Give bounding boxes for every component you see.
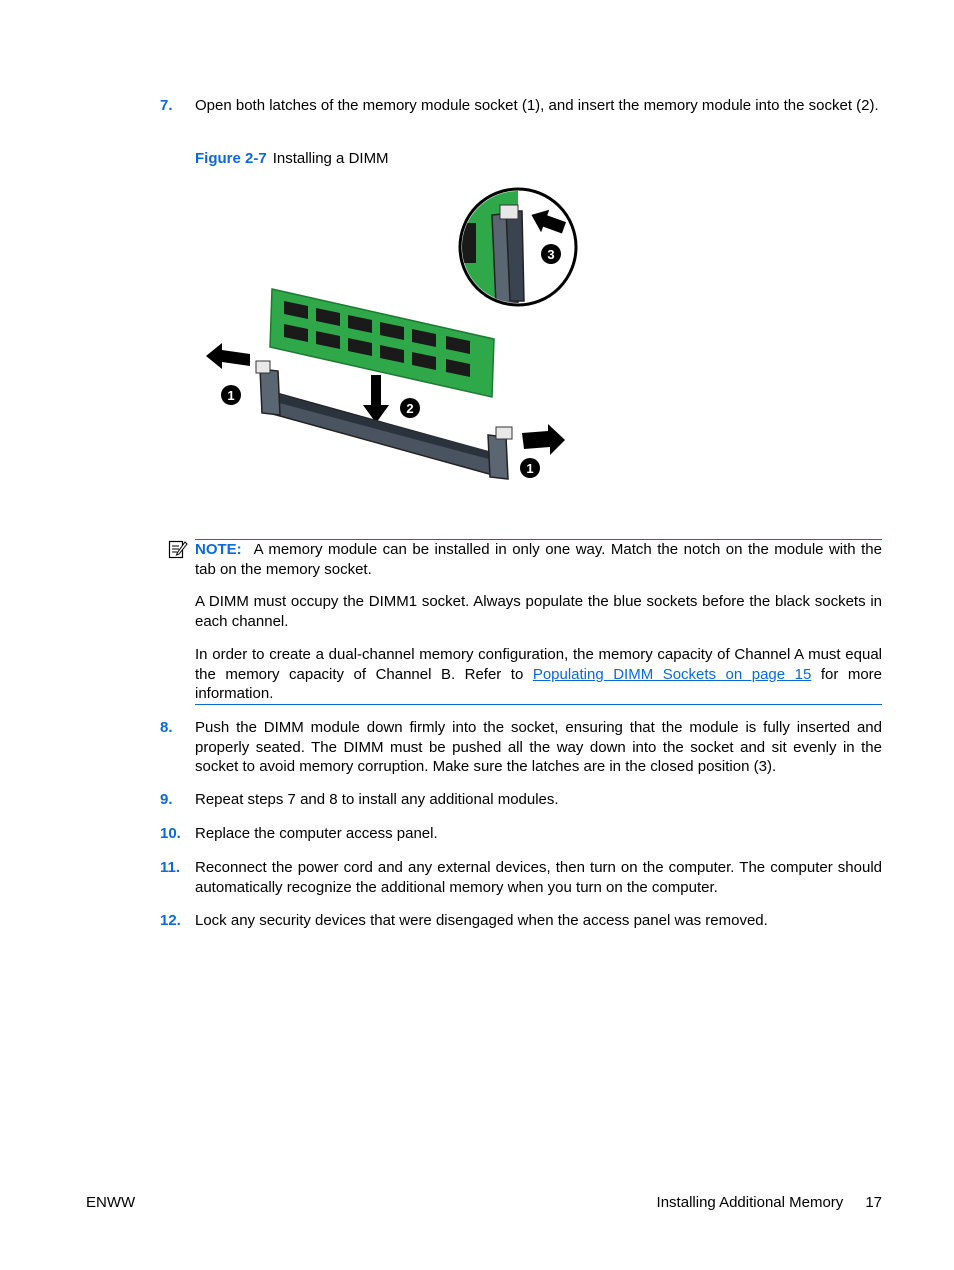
- footer-section-title: Installing Additional Memory: [656, 1194, 844, 1211]
- step-text: Lock any security devices that were disengaged when the access panel was removed.: [195, 912, 768, 929]
- note-paragraph-2: A DIMM must occupy the DIMM1 socket. Always populate the blue sockets before the black sockets in each channel.: [195, 593, 882, 630]
- note-paragraph-1: [195, 540, 882, 579]
- figure-label: Figure 2-7: [195, 150, 267, 167]
- step-number: 9.: [160, 791, 173, 808]
- dimm-installation-figure: [200, 183, 590, 493]
- note-label: NOTE:: [195, 541, 242, 558]
- footer-section: [657, 1193, 882, 1213]
- note-text: A memory module can be installed in only one way. Match the notch on the module with the tab on the memory socket.: [195, 541, 882, 578]
- footer-doc-code: ENWW: [86, 1194, 136, 1211]
- page-number: 17: [865, 1194, 882, 1211]
- figure-title: Installing a DIMM: [272, 150, 389, 167]
- note-bottom-rule: [195, 704, 882, 705]
- step-text: Open both latches of the memory module socket (1), and insert the memory module into the socket (2).: [195, 97, 879, 114]
- arrow-down-icon: [363, 375, 389, 423]
- note-icon: [168, 540, 188, 560]
- arrow-left-icon: [206, 343, 250, 369]
- note-paragraph-3-text: In order to create a dual-channel memory configuration, the memory capacity of Channel A must equal the memory capacity of Channel B. Refer to: [195, 646, 882, 683]
- step-text: Reconnect the power cord and any external devices, then turn on the computer. The computer should automatically recognize the additional memory when you turn on the computer.: [195, 859, 882, 896]
- figure-caption: [195, 149, 389, 169]
- step-number: 11.: [160, 859, 181, 876]
- step-text: Push the DIMM module down firmly into the socket, ensuring that the module is fully inserted and properly seated. The DIMM must be pushed all the way down into the socket and sit evenly in the socket to avoid memory corruption. Make sure the latches are in the closed position (3).: [195, 719, 882, 775]
- step-number: 8.: [160, 719, 173, 736]
- step-text: Replace the computer access panel.: [195, 825, 438, 842]
- latch-closeup-inset: [458, 183, 576, 315]
- note-paragraph-3: [195, 645, 882, 704]
- step-text: Repeat steps 7 and 8 to install any additional modules.: [195, 791, 559, 808]
- callout-3-label: 3: [547, 247, 555, 262]
- step-number: 12.: [160, 912, 181, 929]
- callout-2-label: 2: [406, 401, 414, 416]
- note-paragraph-3-tail: for more information.: [195, 665, 882, 702]
- step-number: 7.: [160, 97, 173, 114]
- callout-1-right-label: 1: [526, 461, 534, 476]
- arrow-right-icon: [522, 424, 565, 455]
- dimm-module: [270, 289, 494, 397]
- step-number: 10.: [160, 825, 181, 842]
- populating-dimm-sockets-link[interactable]: Populating DIMM Sockets on page 15: [532, 665, 812, 683]
- callout-1-left-label: 1: [227, 388, 235, 403]
